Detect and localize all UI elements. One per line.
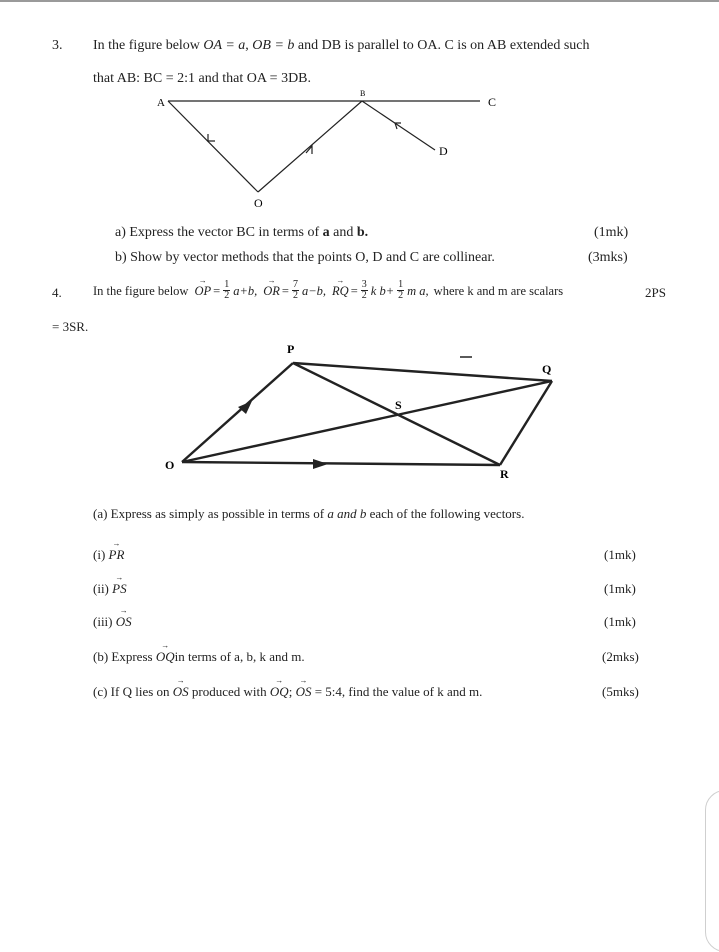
q4-item-i-label: (i) bbox=[93, 547, 106, 562]
q4-part-c-marks: (5mks) bbox=[602, 684, 639, 699]
q3-ob-expr: OB = b bbox=[252, 38, 295, 53]
line-oa bbox=[168, 101, 258, 192]
q4-vec-rq: → RQ bbox=[332, 285, 349, 298]
q3-number: 3. bbox=[52, 38, 63, 53]
label-o: O bbox=[165, 458, 175, 472]
q4-part-b-prefix: (b) Express bbox=[93, 649, 153, 664]
line-pq bbox=[293, 363, 552, 381]
q3-line1: In the figure below OA = a, OB = b and DB is parallel to OA. C is on AB extended such bbox=[93, 38, 590, 53]
q4-item-ii-label: (ii) bbox=[93, 581, 109, 596]
q4-part-b bbox=[93, 650, 305, 663]
q4-frac-or-num: 7 bbox=[292, 279, 298, 290]
q4-rq-mid: k b+ bbox=[370, 284, 395, 299]
q3-part-a-marks: (1mk) bbox=[594, 225, 629, 240]
q4-intro-line bbox=[93, 281, 563, 302]
q4-or-rest: a−b, bbox=[301, 284, 327, 299]
q4-item-i bbox=[93, 548, 124, 561]
line-op bbox=[182, 363, 293, 462]
q3-line1-prefix: In the figure below bbox=[93, 38, 200, 53]
scroll-panel-edge[interactable] bbox=[705, 790, 719, 952]
q4-rq-rest: m a, bbox=[407, 284, 429, 299]
q4-eq-2: = bbox=[281, 284, 289, 299]
q4-frac-rq-m-den: 2 bbox=[398, 290, 404, 301]
q4-item-ii bbox=[93, 582, 127, 595]
q4-frac-rq-k bbox=[361, 280, 368, 301]
q3-part-b-marks: (3mks) bbox=[588, 250, 628, 265]
q3-part-a-and: and bbox=[333, 225, 354, 240]
q4-part-c-mid: produced with bbox=[191, 684, 267, 699]
q4-item-ii-marks: (1mk) bbox=[604, 581, 636, 596]
top-border bbox=[0, 0, 719, 2]
q3-part-a-bold-b: b. bbox=[356, 225, 369, 240]
label-r: R bbox=[500, 467, 509, 481]
q3-line2: that AB: BC = 2:1 and that OA = 3DB. bbox=[93, 71, 312, 86]
q4-frac-or bbox=[292, 280, 299, 301]
q4-suffix: where k and m are scalars bbox=[433, 284, 564, 299]
q3-oa-expr: OA = a bbox=[203, 38, 246, 53]
q4-item-ii-vec: → PS bbox=[112, 582, 126, 595]
q4-figure bbox=[160, 335, 570, 485]
q4-item-i-vec: → PR bbox=[109, 548, 125, 561]
arrow-oa bbox=[208, 134, 215, 141]
q4-op-rest: a+b, bbox=[233, 284, 258, 299]
line-or bbox=[182, 462, 500, 465]
q4-part-b-suffix: in terms of a, b, k and m. bbox=[174, 649, 305, 664]
label-a: A bbox=[157, 97, 165, 109]
q4-item-i-marks: (1mk) bbox=[604, 547, 636, 562]
q4-part-a bbox=[93, 507, 524, 520]
q3-part-a-bold-a: a bbox=[322, 225, 330, 240]
q4-eq-3: = bbox=[350, 284, 358, 299]
q4-frac-rq-m bbox=[397, 280, 404, 301]
arrow-op bbox=[238, 401, 252, 414]
q3-part-a bbox=[115, 226, 368, 240]
label-s: S bbox=[395, 398, 402, 412]
q4-part-a-vars: a and b bbox=[327, 506, 367, 521]
q4-frac-rq-k-num: 3 bbox=[361, 279, 367, 290]
q4-part-c-suffix: = 5:4, find the value of k and m. bbox=[314, 684, 483, 699]
line-db bbox=[362, 101, 435, 150]
q4-frac-op bbox=[223, 280, 230, 301]
q4-item-iii-label: (iii) bbox=[93, 614, 113, 629]
q4-part-c-vec1: → OS bbox=[173, 685, 189, 698]
q4-part-b-marks: (2mks) bbox=[602, 649, 639, 664]
q4-part-c-vec3: → OS bbox=[296, 685, 312, 698]
q4-intro-text: In the figure below bbox=[93, 284, 189, 299]
q4-part-c-vec2: → OQ bbox=[270, 685, 289, 698]
q4-item-iii-vec: → OS bbox=[116, 615, 132, 628]
label-d: D bbox=[439, 144, 448, 158]
line-ob bbox=[258, 101, 362, 192]
q3-line1-suffix: and DB is parallel to OA. C is on AB extended such bbox=[297, 38, 590, 53]
q4-item-iii bbox=[93, 615, 132, 628]
q4-part-c-sep: ; bbox=[288, 684, 293, 699]
q4-continuation: = 3SR. bbox=[52, 319, 89, 334]
q3-figure bbox=[150, 85, 520, 215]
q4-frac-rq-k-den: 2 bbox=[361, 290, 367, 301]
q4-part-c bbox=[93, 685, 482, 698]
q4-frac-rq-m-num: 1 bbox=[398, 279, 404, 290]
q4-part-b-vec: → OQ bbox=[156, 650, 175, 663]
q4-frac-or-den: 2 bbox=[292, 290, 298, 301]
q4-part-c-prefix: (c) If Q lies on bbox=[93, 684, 170, 699]
label-c: C bbox=[488, 95, 497, 109]
q4-part-a-suffix: each of the following vectors. bbox=[369, 506, 525, 521]
label-o: O bbox=[254, 196, 263, 210]
label-b: B bbox=[360, 89, 366, 98]
q4-ps-label: 2PS bbox=[645, 285, 666, 300]
line-oq bbox=[182, 381, 552, 462]
label-p: P bbox=[287, 342, 295, 356]
line-rq bbox=[500, 381, 552, 465]
q4-vec-or: → OR bbox=[263, 285, 280, 298]
q4-frac-op-num: 1 bbox=[224, 279, 230, 290]
arrow-or bbox=[313, 459, 328, 469]
q4-vec-op: → OP bbox=[194, 285, 211, 298]
q4-item-iii-marks: (1mk) bbox=[604, 614, 636, 629]
q4-frac-op-den: 2 bbox=[224, 290, 230, 301]
q4-part-a-prefix: (a) Express as simply as possible in terms of bbox=[93, 506, 325, 521]
label-q: Q bbox=[542, 362, 552, 376]
q4-eq-1: = bbox=[213, 284, 221, 299]
q4-number: 4. bbox=[52, 285, 62, 300]
q3-part-a-prefix: a) Express the vector BC in terms of bbox=[115, 225, 320, 240]
q3-part-b: b) Show by vector methods that the points O, D and C are collinear. bbox=[115, 250, 495, 265]
